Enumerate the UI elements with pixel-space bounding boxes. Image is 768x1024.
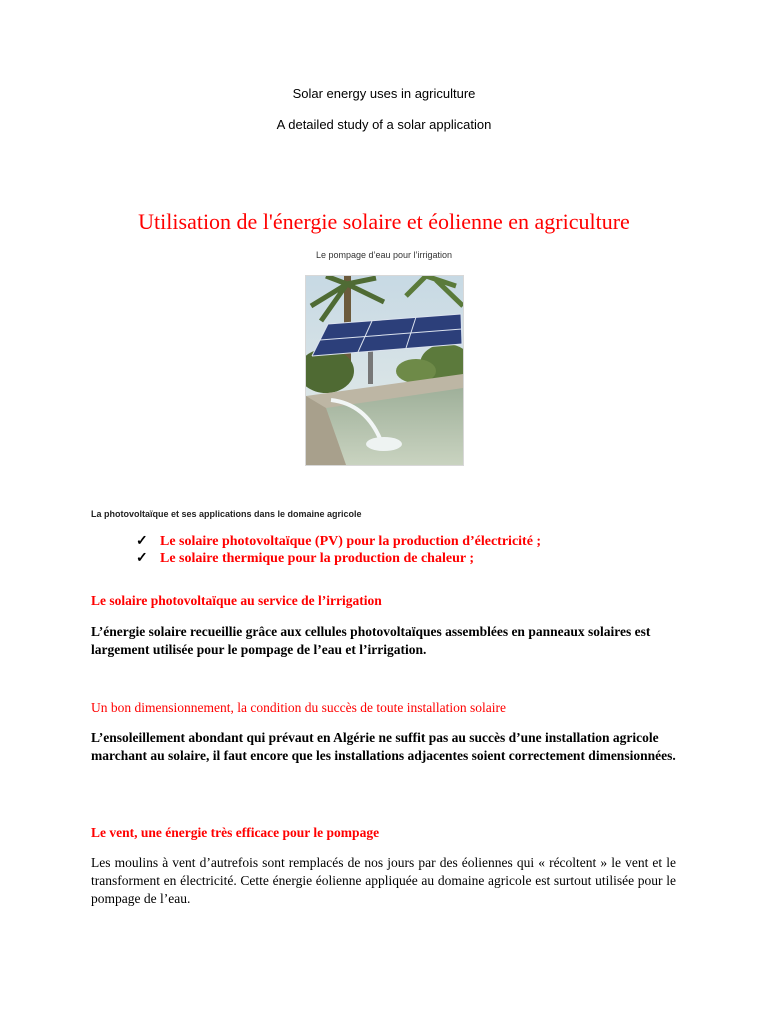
paragraph-sizing: L’ensoleillement abondant qui prévaut en Algérie ne suffit pas au succès d’une installation agricole marchant au solaire, il faut encore que les installations adjacentes soient correctement dimensionnées. [91, 730, 676, 763]
checklist [136, 533, 541, 567]
section-heading-wind: Le vent, une énergie très efficace pour le pompage [91, 825, 380, 840]
checklist-item [136, 533, 541, 550]
paragraph-wind: Les moulins à vent d’autrefois sont remplacés de nos jours par des éoliennes qui « récoltent » le vent et le transforment en électricité. Cette énergie éolienne appliquée au domaine agricole est surtout utilisée pour le pompage de l’eau. [91, 855, 676, 906]
main-heading: Utilisation de l'énergie solaire et éolienne en agriculture [138, 209, 630, 234]
document-title: Solar energy uses in agriculture [292, 86, 476, 101]
paragraph-pv-irrigation: L’énergie solaire recueillie grâce aux cellules photovoltaïques assemblées en panneaux solaires est largement utilisée pour le pompage de l’eau et l’irrigation. [91, 624, 651, 657]
section-heading: La photovoltaïque et ses applications dans le domaine agricole [91, 509, 362, 519]
checkmark-icon: ✓ [136, 551, 148, 566]
checklist-item [136, 550, 541, 567]
solar-pump-photo [305, 275, 464, 466]
section-heading-pv-irrigation: Le solaire photovoltaïque au service de l’irrigation [91, 593, 382, 608]
document-subtitle: A detailed study of a solar application [276, 117, 492, 132]
image-caption: Le pompage d’eau pour l’irrigation [315, 250, 453, 260]
checklist-item-text: Le solaire thermique pour la production de chaleur ; [160, 551, 474, 566]
checklist-item-text: Le solaire photovoltaïque (PV) pour la production d’électricité ; [160, 534, 542, 549]
section-heading-sizing: Un bon dimensionnement, la condition du succès de toute installation solaire [91, 700, 507, 715]
checkmark-icon: ✓ [136, 534, 148, 549]
